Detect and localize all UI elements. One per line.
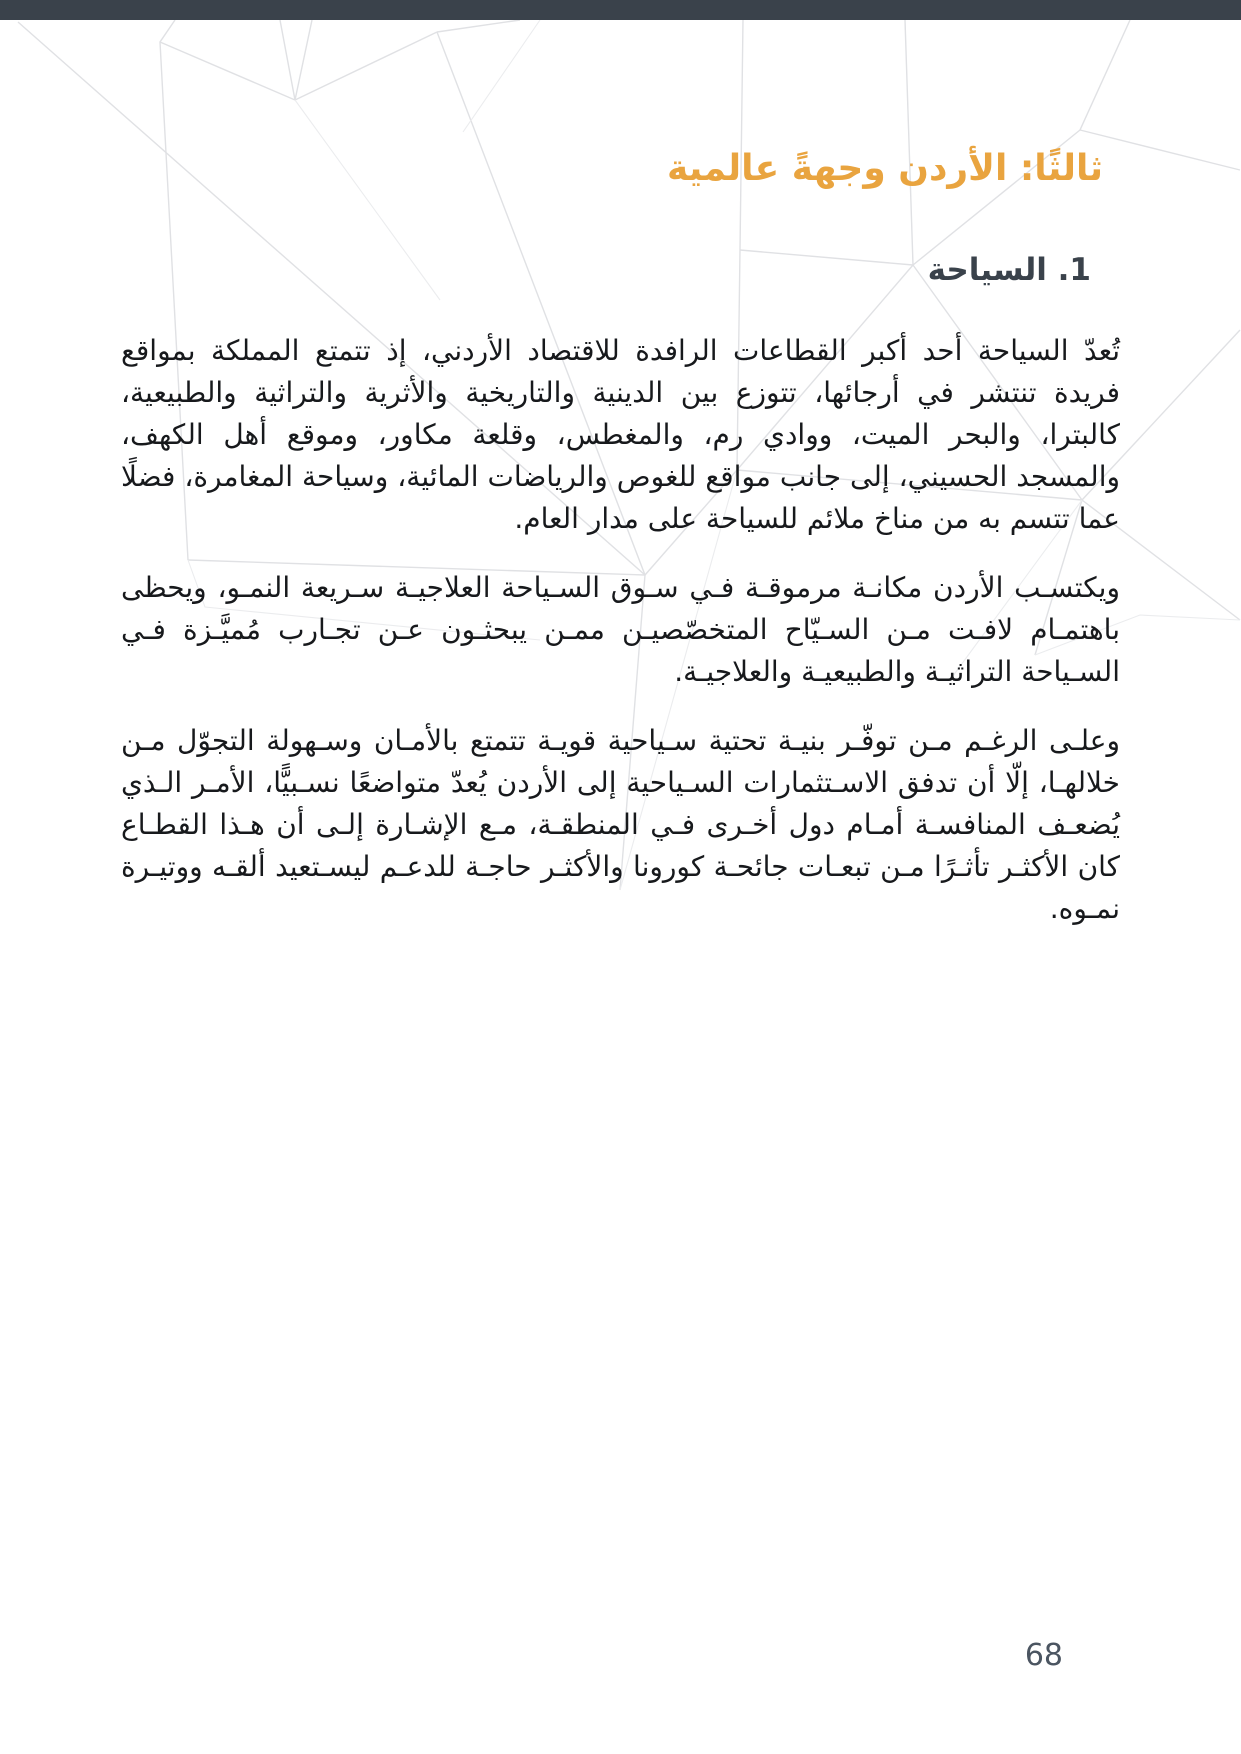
paragraph-investment-challenges: وعلـى الرغـم مـن توفّـر بنيـة تحتية سـياحية قويـة تتمتع بالأمـان وسـهولة التجوّل مـن خلالهـا، إلّا أن تدفق الاسـتثمارات السـياحية إلى الأردن يُعدّ متواضعًا نسـبيًّا، الأمـر الـذي يُضعـف المنافسـة أمـام دول أخـرى فـي المنطقـة، مـع الإشـارة إلـى أن هـذا القطـاع كان الأكثـر تأثـرًا مـن تبعـات جائحـة كورونا والأكثـر حاجـة للدعـم ليسـتعيد ألقـه ووتيـرة نمـوه.: [121, 724, 1120, 925]
section-title: ثالثًا: الأردن وجهةً عالمية: [666, 148, 1103, 189]
page-number: 68: [1024, 1638, 1063, 1673]
paragraph-tourism-intro: تُعدّ السياحة أحد أكبر القطاعات الرافدة للاقتصاد الأردني، إذ تتمتع المملكة بمواقع فريدة تنتشر في أرجائها، تتوزع بين الدينية والتاريخية والأثرية والتراثية والطبيعية، كالبترا، والبحر الميت، ووادي رم، والمغطس، وقلعة مكاور، وموقع أهل الكهف، والمسجد الحسيني، إلى جانب مواقع للغوص والرياضات المائية، وسياحة المغامرة، فضلًا عما تتسم به من مناخ ملائم للسياحة على مدار العام.: [121, 334, 1120, 535]
body-text-block: [121, 330, 1120, 957]
top-accent-bar: [0, 0, 1241, 20]
subsection-heading: 1. السياحة: [927, 252, 1091, 288]
paragraph-medical-tourism: ويكتسـب الأردن مكانـة مرموقـة فـي سـوق السـياحة العلاجيـة سـريعة النمـو، ويحظى باهتمـام لافـت مـن السـيّاح المتخصّصيـن ممـن يبحثـون عـن تجـارب مُميَّـزة فـي السـياحة التراثيـة والطبيعيـة والعلاجيـة.: [121, 571, 1120, 688]
